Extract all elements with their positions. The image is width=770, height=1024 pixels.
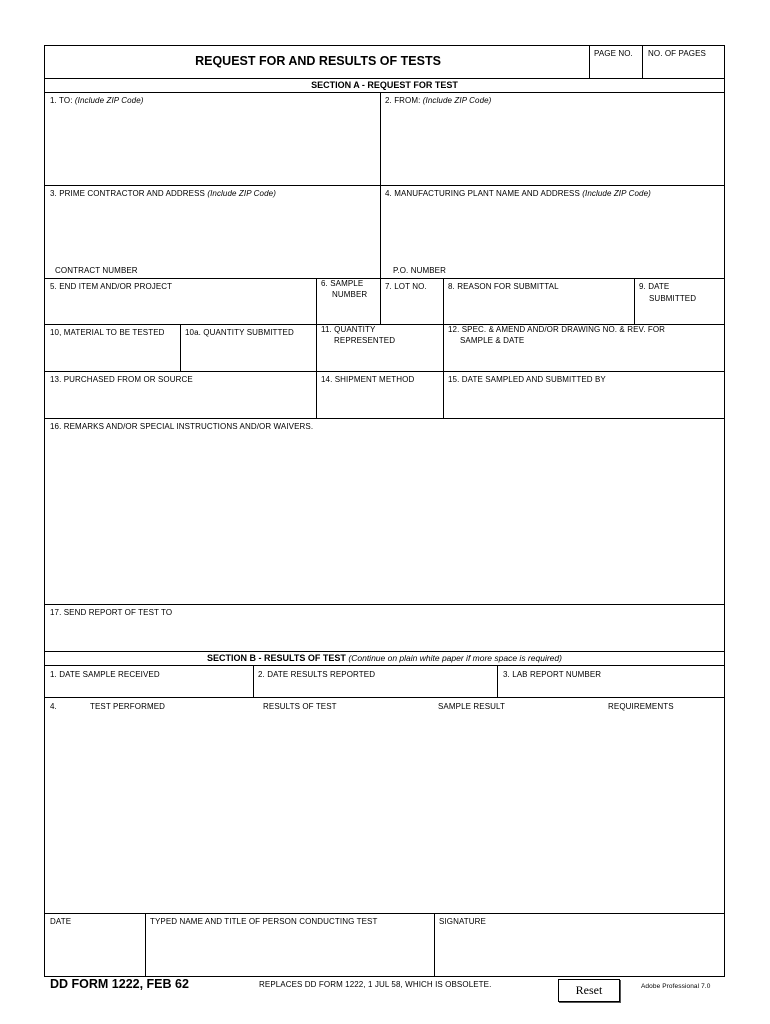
date-sampled-label: 15. DATE SAMPLED AND SUBMITTED BY bbox=[448, 375, 606, 384]
rule-col-9 bbox=[634, 278, 635, 324]
rule-row-2-bottom bbox=[44, 278, 725, 279]
material-field[interactable] bbox=[46, 340, 179, 370]
section-b-heading: SECTION B - RESULTS OF TEST (Continue on plain white paper if more space is required) bbox=[207, 653, 562, 663]
rule-sign-col-2 bbox=[145, 913, 146, 976]
rule-col-8 bbox=[443, 278, 444, 418]
section-a-heading: SECTION A - REQUEST FOR TEST bbox=[311, 80, 458, 90]
requirements-header: REQUIREMENTS bbox=[608, 702, 674, 711]
contract-number-label: CONTRACT NUMBER bbox=[55, 266, 138, 275]
rule-row-4-bottom bbox=[44, 371, 725, 372]
rule-col-10a bbox=[180, 324, 181, 371]
item-4-label: 4. bbox=[50, 702, 57, 711]
rule-col-6 bbox=[316, 278, 317, 418]
quantity-submitted-field[interactable] bbox=[182, 340, 315, 370]
sample-number-label-2: NUMBER bbox=[332, 290, 368, 299]
to-field[interactable] bbox=[46, 107, 378, 184]
purchased-from-label: 13. PURCHASED FROM OR SOURCE bbox=[50, 375, 193, 384]
date-reported-label: 2. DATE RESULTS REPORTED bbox=[258, 670, 376, 679]
lab-report-field[interactable] bbox=[499, 681, 723, 696]
rule-title-bottom bbox=[44, 78, 725, 79]
shipment-method-field[interactable] bbox=[318, 387, 442, 417]
manufacturing-plant-field[interactable] bbox=[382, 200, 723, 262]
manufacturing-plant-label: 4. MANUFACTURING PLANT NAME AND ADDRESS (Include ZIP Code) bbox=[385, 189, 651, 198]
form-identifier: DD FORM 1222, FEB 62 bbox=[50, 977, 189, 991]
rule-send-report-bottom bbox=[44, 651, 725, 652]
date-received-label: 1. DATE SAMPLE RECEIVED bbox=[50, 670, 160, 679]
date-field[interactable] bbox=[46, 929, 144, 975]
to-label: 1. TO: (Include ZIP Code) bbox=[50, 96, 144, 105]
material-label: 10, MATERIAL TO BE TESTED bbox=[50, 328, 165, 337]
rule-to-from-divider bbox=[380, 92, 381, 278]
remarks-label: 16. REMARKS AND/OR SPECIAL INSTRUCTIONS AND/OR WAIVERS. bbox=[50, 422, 314, 431]
rule-remarks-bottom bbox=[44, 604, 725, 605]
date-label: DATE bbox=[50, 917, 72, 926]
rule-sign-col-3 bbox=[434, 913, 435, 976]
form-title: REQUEST FOR AND RESULTS OF TESTS bbox=[195, 54, 441, 68]
reason-field[interactable] bbox=[445, 294, 633, 323]
lot-no-field[interactable] bbox=[382, 294, 442, 323]
page-no-label: PAGE NO. bbox=[594, 49, 633, 58]
from-field[interactable] bbox=[382, 107, 723, 184]
lab-report-label: 3. LAB REPORT NUMBER bbox=[503, 670, 602, 679]
po-number-field[interactable] bbox=[455, 264, 723, 277]
rule-section-b-bottom bbox=[44, 665, 725, 666]
producer-note: Adobe Professional 7.0 bbox=[641, 983, 711, 990]
quantity-represented-field[interactable] bbox=[318, 348, 442, 370]
date-submitted-label-1: 9. DATE bbox=[639, 282, 670, 291]
no-of-pages-label: NO. OF PAGES bbox=[648, 49, 706, 58]
from-label: 2. FROM: (Include ZIP Code) bbox=[385, 96, 492, 105]
sample-number-label-1: 6. SAMPLE bbox=[321, 279, 364, 288]
quantity-represented-label-2: REPRESENTED bbox=[334, 336, 396, 345]
reset-button[interactable]: Reset bbox=[558, 979, 620, 1002]
test-performed-header: TEST PERFORMED bbox=[90, 702, 166, 711]
prime-contractor-label: 3. PRIME CONTRACTOR AND ADDRESS (Include ZIP Code) bbox=[50, 189, 276, 198]
typed-name-label: TYPED NAME AND TITLE OF PERSON CONDUCTING TEST bbox=[150, 917, 378, 926]
date-submitted-label-2: SUBMITTED bbox=[649, 294, 697, 303]
signature-label: SIGNATURE bbox=[439, 917, 486, 926]
end-item-field[interactable] bbox=[46, 294, 314, 323]
reason-label: 8. REASON FOR SUBMITTAL bbox=[448, 282, 559, 291]
rule-col-7 bbox=[380, 278, 381, 324]
test-results-field[interactable] bbox=[46, 714, 723, 912]
spec-field[interactable] bbox=[445, 348, 723, 370]
po-number-label: P.O. NUMBER bbox=[393, 266, 446, 275]
sample-result-header: SAMPLE RESULT bbox=[438, 702, 505, 711]
shipment-method-label: 14. SHIPMENT METHOD bbox=[321, 375, 415, 384]
rule-section-a-bottom bbox=[44, 92, 725, 93]
send-report-field[interactable] bbox=[46, 620, 723, 650]
date-sampled-field[interactable] bbox=[445, 387, 723, 417]
rule-b-col-2 bbox=[253, 665, 254, 697]
date-received-field[interactable] bbox=[46, 681, 252, 696]
end-item-label: 5. END ITEM AND/OR PROJECT bbox=[50, 282, 173, 291]
purchased-from-field[interactable] bbox=[46, 387, 314, 417]
rule-b-row-1-bottom bbox=[44, 697, 725, 698]
date-submitted-field[interactable] bbox=[636, 306, 723, 323]
send-report-label: 17. SEND REPORT OF TEST TO bbox=[50, 608, 173, 617]
typed-name-field[interactable] bbox=[147, 929, 433, 975]
sample-number-field[interactable] bbox=[318, 301, 379, 323]
signature-field[interactable] bbox=[436, 929, 723, 975]
no-of-pages-field[interactable] bbox=[643, 60, 723, 77]
form-border-top bbox=[44, 45, 725, 46]
spec-label-2: SAMPLE & DATE bbox=[460, 336, 525, 345]
results-of-test-header: RESULTS OF TEST bbox=[263, 702, 337, 711]
remarks-field[interactable] bbox=[46, 434, 723, 603]
quantity-submitted-label: 10a. QUANTITY SUBMITTED bbox=[185, 328, 294, 337]
spec-label-1: 12. SPEC. & AMEND AND/OR DRAWING NO. & REV. FOR bbox=[448, 325, 666, 334]
page-no-field[interactable] bbox=[590, 60, 641, 77]
rule-row-5-bottom bbox=[44, 418, 725, 419]
date-reported-field[interactable] bbox=[255, 681, 496, 696]
quantity-represented-label-1: 11. QUANTITY bbox=[321, 325, 376, 334]
prime-contractor-field[interactable] bbox=[46, 200, 378, 262]
contract-number-field[interactable] bbox=[150, 264, 378, 277]
lot-no-label: 7. LOT NO. bbox=[385, 282, 427, 291]
rule-row-1-bottom bbox=[44, 185, 725, 186]
replaces-notice: REPLACES DD FORM 1222, 1 JUL 58, WHICH IS OBSOLETE. bbox=[259, 980, 492, 989]
rule-tests-bottom bbox=[44, 913, 725, 914]
rule-b-col-3 bbox=[497, 665, 498, 697]
